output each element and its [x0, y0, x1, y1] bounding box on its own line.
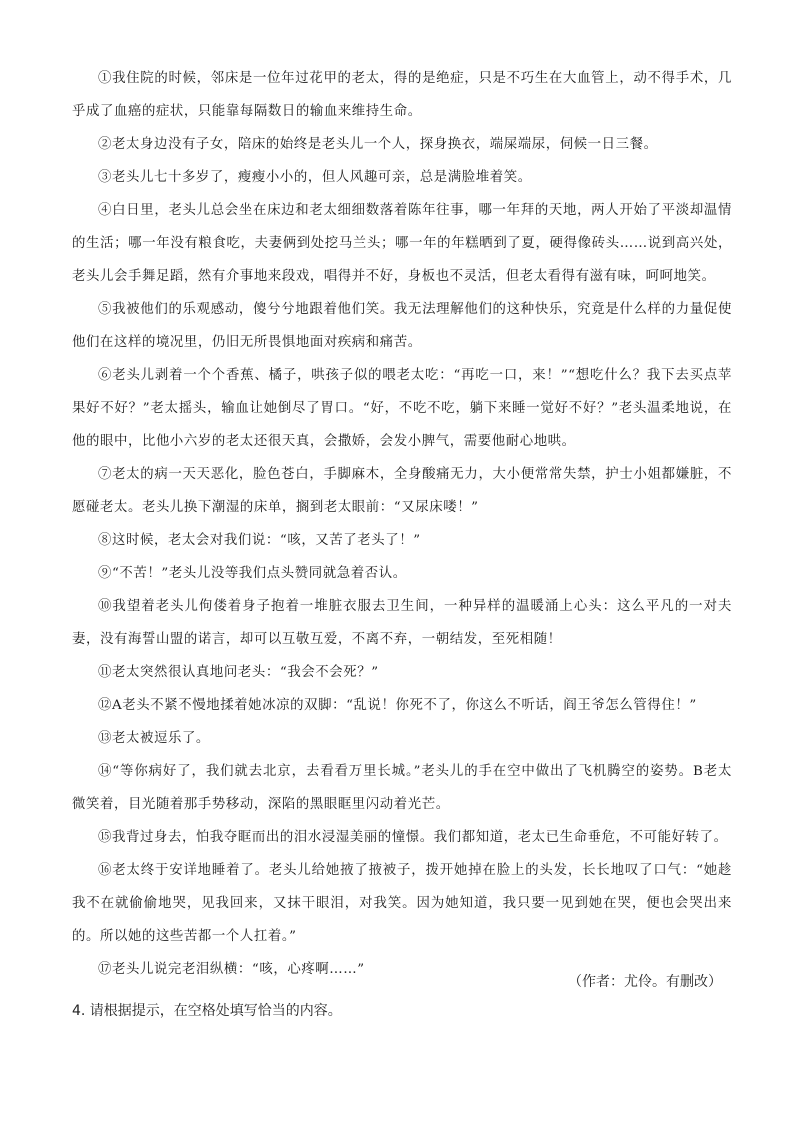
paragraph-7: ⑦老太的病一天天恶化，脸色苍白，手脚麻木，全身酸痛无力，大小便常常失禁，护士小姐都嫌脏，不愿碰老太。老头儿换下潮湿的床单，搁到老太眼前：“又尿床喽！”	[72, 467, 732, 515]
paragraph-3: ③老头儿七十多岁了，瘦瘦小小的，但人风趣可亲，总是满脸堆着笑。	[98, 170, 532, 185]
paragraph-16: ⑯老太终于安详地睡着了。老头儿给她掖了掖被子，拨开她掉在脸上的头发，长长地叹了口气：“她趁我不在就偷偷地哭，见我回来，又抹干眼泪，对我笑。因为她知道，我只要一见到她在哭，便也会哭出来的。所以她的这些苦都一个人扛着。”	[72, 863, 732, 944]
paragraph-13: ⑬老太被逗乐了。	[98, 731, 210, 746]
paragraph-10: ⑩我望着老头儿佝偻着身子抱着一堆脏衣服去卫生间，一种异样的温暖涌上心头：这么平凡的一对夫妻，没有海誓山盟的诺言，却可以互敬互爱，不离不弃，一朝结发，至死相随！	[72, 599, 732, 647]
paragraph-6: ⑥老头儿剥着一个个香蕉、橘子，哄孩子似的喂老太吃：“再吃一口，来！”“想吃什么？我下去买点苹果好不好？”老太摇头，输血让她倒尽了胃口。“好，不吃不吃，躺下来睡一觉好不好？”老头温柔地说，在他的眼中，比他小六岁的老太还很天真，会撒娇，会发小脾气，需要他耐心地哄。	[72, 368, 732, 449]
paragraph-17: ⑰老头儿说完老泪纵横：“咳，心疼啊……”	[98, 962, 365, 977]
paragraph-8: ⑧这时候，老太会对我们说：“咳，又苦了老头了！”	[98, 533, 421, 548]
paragraph-15: ⑮我背过身去，怕我夺眶而出的泪水浸湿美丽的憧憬。我们都知道，老太已生命垂危，不可能好转了。	[98, 830, 728, 845]
paragraph-14: ⑭“等你病好了，我们就去北京，去看看万里长城。”老头儿的手在空中做出了飞机腾空的姿势。B老太微笑着，目光随着那手势移动，深陷的黑眼眶里闪动着光芒。	[72, 764, 732, 812]
paragraph-5: ⑤我被他们的乐观感动，傻兮兮地跟着他们笑。我无法理解他们的这种快乐，究竟是什么样的力量促使他们在这样的境况里，仍旧无所畏惧地面对疾病和痛苦。	[72, 302, 732, 350]
author-note: （作者：尤伶。有删改）	[568, 974, 722, 990]
paragraph-9: ⑨“不苦！”老头儿没等我们点头赞同就急着否认。	[98, 566, 407, 581]
paragraph-1: ①我住院的时候，邻床是一位年过花甲的老太，得的是绝症，只是不巧生在大血管上，动不得手术，几乎成了血癌的症状，只能靠每隔数日的输血来维持生命。	[72, 71, 732, 119]
paragraph-11: ⑪老太突然很认真地问老头：“我会不会死？”	[98, 665, 379, 680]
paragraph-2: ②老太身边没有子女，陪床的始终是老头儿一个人，探身换衣，端屎端尿，伺候一日三餐。	[98, 137, 658, 152]
article-body	[72, 62, 732, 986]
paragraph-4: ④白日里，老头儿总会坐在床边和老太细细数落着陈年往事，哪一年拜的天地，两人开始了平淡却温情的生活；哪一年没有粮食吃，夫妻俩到处挖马兰头；哪一年的年糕晒到了夏，硬得像砖头……说到高兴处，老头儿会手舞足蹈，然有介事地来段戏，唱得并不好，身板也不灵活，但老太看得有滋有味，呵呵地笑。	[72, 203, 732, 284]
question-4: 4. 请根据提示，在空格处填写恰当的内容。	[72, 1003, 342, 1019]
paragraph-12: ⑫A老头不紧不慢地揉着她冰凉的双脚：“乱说！你死不了，你这么不听话，阎王爷怎么管得住！”	[98, 698, 697, 713]
